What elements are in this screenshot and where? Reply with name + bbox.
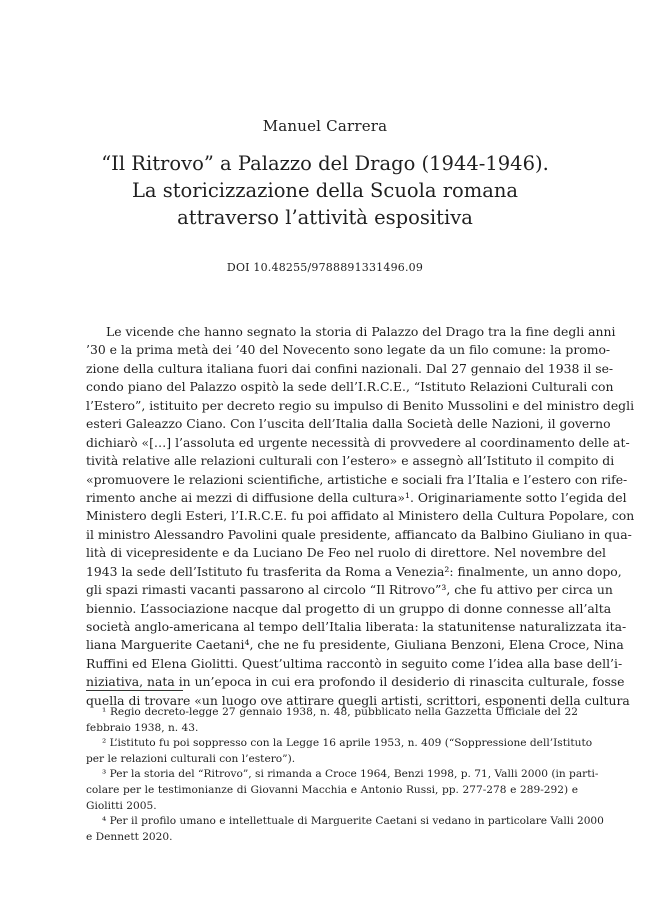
- title-line: “Il Ritrovo” a Palazzo del Drago (1944-1946).: [101, 152, 549, 175]
- body-line: tività relative alle relazioni culturali con l’estero» e assegnò all’Istituto il compito di: [86, 453, 615, 469]
- body-line: Le vicende che hanno segnato la storia di Palazzo del Drago tra la fine degli anni: [106, 324, 616, 339]
- title-line: La storicizzazione della Scuola romana: [131, 179, 519, 202]
- body-line: l’Estero”, istituito per decreto regio su impulso di Benito Mussolini e del ministro degli: [86, 397, 635, 413]
- footnote-divider: [86, 690, 183, 691]
- title-line: attraverso l’attività espositiva: [177, 206, 473, 229]
- body-paragraph: [86, 323, 635, 710]
- footnote-line: e Dennett 2020.: [86, 830, 173, 843]
- body-line: il ministro Alessandro Pavolini quale presidente, affiancato da Balbino Giuliano in qua-: [86, 526, 632, 542]
- body-line: zione della cultura italiana fuori dai confini nazionali. Dal 27 gennaio del 1938 il se-: [86, 360, 614, 376]
- body-line: lità di vicepresidente e da Luciano De Feo nel ruolo di direttore. Nel novembre del: [86, 545, 606, 561]
- body-line: Ruffini ed Elena Giolitti. Quest’ultima raccontò in seguito come l’idea alla base dell’i-: [86, 655, 623, 671]
- body-line: società anglo-americana al tempo dell’Italia liberata: la statunitense naturalizzata ita-: [86, 619, 627, 634]
- footnote-line: per le relazioni culturali con l’estero”).: [86, 752, 296, 765]
- footnote-line: colare per le testimonianze di Giovanni Macchia e Antonio Russi, pp. 277-278 e 289-292) e: [86, 783, 578, 796]
- body-line: biennio. L’associazione nacque dal progetto di un gruppo di donne connesse all’alta: [86, 600, 612, 616]
- author-name: Manuel Carrera: [262, 117, 388, 135]
- body-line: quella di trovare «un luogo ove attirare quegli artisti, scrittori, esponenti della cultura: [86, 692, 630, 708]
- body-line: rimento anche ai mezzi di diffusione della cultura»¹. Originariamente sotto l’egida del: [86, 489, 627, 505]
- body-line: «promuovere le relazioni scientifiche, artistiche e sociali fra l’Italia e l’estero con rife-: [86, 471, 628, 487]
- body-line: dichiarò «[…] l’assoluta ed urgente necessità di provvedere al coordinamento delle at-: [86, 434, 630, 450]
- body-line: liana Marguerite Caetani⁴, che ne fu presidente, Giuliana Benzoni, Elena Croce, Nina: [86, 637, 624, 653]
- footnote-line: ² L’istituto fu poi soppresso con la Legge 16 aprile 1953, n. 409 (“Soppressione dell’Istituto: [102, 737, 593, 750]
- footnote-line: ⁴ Per il profilo umano e intellettuale di Marguerite Caetani si vedano in particolare Valli 2000: [102, 815, 604, 828]
- body-line: niziativa, nata in un’epoca in cui era profondo il desiderio di rinascita culturale, fosse: [86, 674, 625, 690]
- footnote-line: ¹ Regio decreto-legge 27 gennaio 1938, n. 48, pubblicato nella Gazzetta Ufficiale del 22: [102, 706, 578, 718]
- doi-label: DOI 10.48255/9788891331496.09: [226, 261, 424, 274]
- body-line: condo piano del Palazzo ospitò la sede dell’I.R.C.E., “Istituto Relazioni Culturali con: [86, 379, 614, 395]
- chapter-title: [0, 150, 650, 231]
- footnote-line: Giolitti 2005.: [86, 799, 157, 812]
- body-line: esteri Galeazzo Ciano. Con l’uscita dell’Italia dalla Società delle Nazioni, il governo: [86, 416, 611, 432]
- body-line: ’30 e la prima metà dei ’40 del Novecento sono legate da un filo comune: la promo-: [86, 342, 611, 358]
- body-line: Ministero degli Esteri, l’I.R.C.E. fu poi affidato al Ministero della Cultura Popolare, con: [86, 508, 635, 524]
- footnote-line: febbraio 1938, n. 43.: [86, 721, 199, 734]
- footnotes: [86, 705, 604, 845]
- body-line: gli spazi rimasti vacanti passarono al circolo “Il Ritrovo”³, che fu attivo per circa un: [86, 582, 613, 598]
- body-line: 1943 la sede dell’Istituto fu trasferita da Roma a Venezia²: finalmente, un anno dopo,: [86, 563, 622, 579]
- footnote-line: ³ Per la storia del “Ritrovo”, si rimanda a Croce 1964, Benzi 1998, p. 71, Valli 2000 (in parti-: [102, 768, 599, 781]
